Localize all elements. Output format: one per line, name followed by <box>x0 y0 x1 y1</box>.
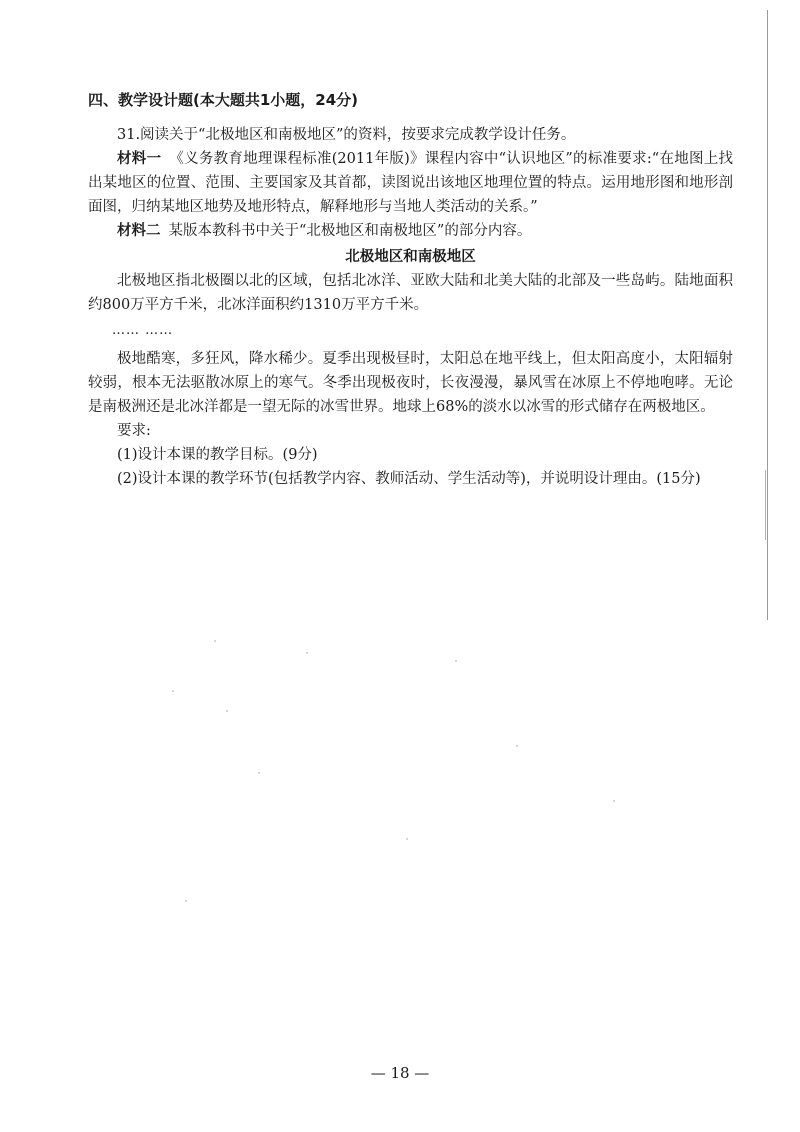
article-title: 北极地区和南极地区 <box>345 249 476 265</box>
scan-speck <box>185 900 187 902</box>
document-body <box>88 88 733 491</box>
section-heading: 四、教学设计题(本大题共1小题，24分) <box>88 91 359 109</box>
requirement-item-1: (1)设计本课的教学目标。(9分) <box>117 447 318 463</box>
scan-speck <box>613 800 615 802</box>
material-two <box>88 219 733 243</box>
material-two-label: 材料二 <box>117 223 161 239</box>
page-edge-line <box>767 10 768 620</box>
scan-speck <box>258 772 260 774</box>
requirement-item-2: (2)设计本课的教学环节(包括教学内容、教师活动、学生活动等)，并说明设计理由。(15分) <box>117 471 701 487</box>
material-one-text: 《义务教育地理课程标准(2011年版)》课程内容中“认识地区”的标准要求:“在地图上找出某地区的位置、范围、主要国家及其首都，读图说出该地区地理位置的特点。运用地形图和地形剖面图，归纳某地区地势及地形特点，解释地形与当地人类活动的关系。” <box>88 151 734 215</box>
article-paragraph-2: 极地酷寒，多狂风，降水稀少。夏季出现极昼时，太阳总在地平线上，但太阳高度小，太阳辐射较弱，根本无法驱散冰原上的寒气。冬季出现极夜时，长夜漫漫，暴风雪在冰原上不停地咆哮。无论是南极洲还是北冰洋都是一望无际的冰雪世界。地球上68%的淡水以冰雪的形式储存在两极地区。 <box>88 351 733 415</box>
article-ellipsis: …… …… <box>112 323 174 338</box>
page-edge-line-lower <box>765 470 766 540</box>
requirements-label: 要求: <box>117 423 151 439</box>
scan-speck <box>516 745 518 747</box>
article-paragraph-1: 北极地区指北极圈以北的区域，包括北冰洋、亚欧大陆和北美大陆的北部及一些岛屿。陆地面积约800万平方千米，北冰洋面积约1310万平方千米。 <box>88 273 733 313</box>
scan-speck <box>306 652 308 654</box>
page-number: — 18 — <box>370 1064 430 1082</box>
scan-speck <box>214 640 216 642</box>
scan-speck <box>406 838 408 840</box>
scan-speck <box>226 710 228 712</box>
material-one-label: 材料一 <box>117 151 162 167</box>
scan-speck <box>172 690 174 692</box>
material-one <box>88 147 733 219</box>
material-two-text: 某版本教科书中关于“北极地区和南极地区”的部分内容。 <box>168 223 532 239</box>
question-intro: 31.阅读关于“北极地区和南极地区”的资料，按要求完成教学设计任务。 <box>117 127 576 143</box>
scan-speck <box>455 660 457 662</box>
